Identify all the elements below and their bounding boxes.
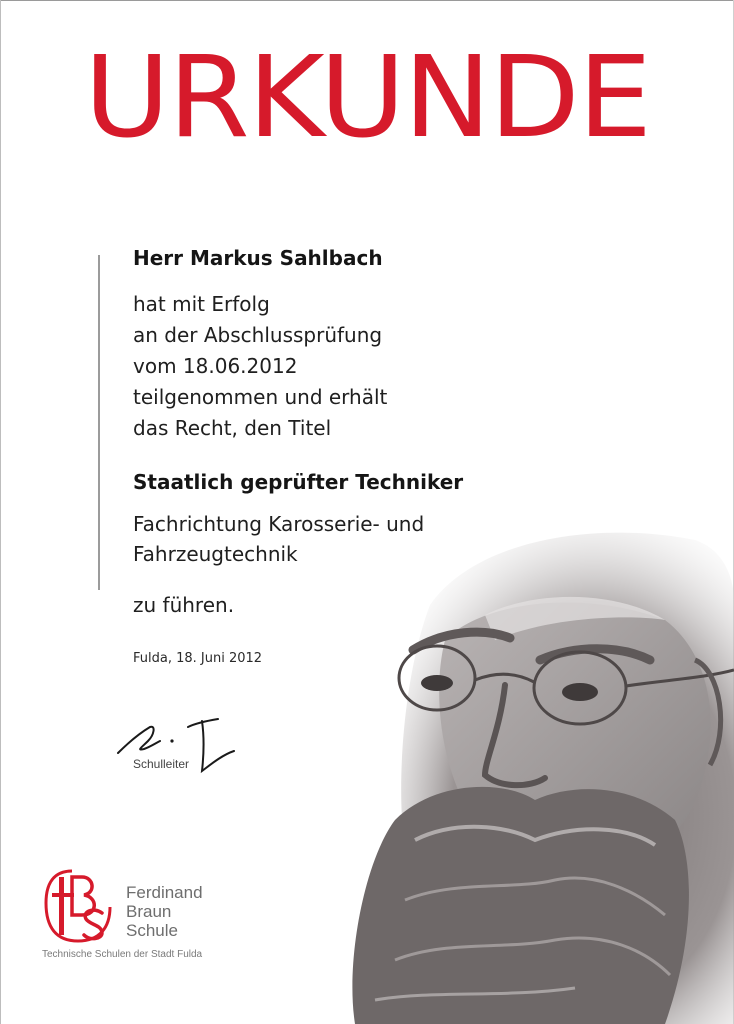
field-line: Fahrzeugtechnik	[133, 542, 298, 566]
school-name-line: Schule	[126, 921, 178, 940]
degree-title: Staatlich geprüfter Techniker	[133, 470, 464, 494]
certificate-body	[133, 289, 387, 444]
school-name-line: Braun	[126, 902, 172, 921]
portrait-engraving-icon	[335, 520, 734, 1024]
school-subtitle: Technische Schulen der Stadt Fulda	[42, 949, 203, 960]
body-line: hat mit Erfolg	[133, 292, 270, 316]
field-line: Fachrichtung Karosserie- und	[133, 512, 425, 536]
body-line: das Recht, den Titel	[133, 416, 332, 440]
left-accent-bar	[98, 255, 100, 590]
place-date: Fulda, 18. Juni 2012	[133, 651, 263, 666]
school-name	[126, 883, 203, 940]
body-line: vom 18.06.2012	[133, 354, 298, 378]
recipient-name: Herr Markus Sahlbach	[133, 246, 383, 270]
closing-text: zu führen.	[133, 593, 235, 617]
body-line: an der Abschlussprüfung	[133, 323, 383, 347]
certificate-title: URKUNDE	[84, 33, 650, 163]
signature-label: Schulleiter	[133, 757, 190, 771]
school-name-line: Ferdinand	[126, 883, 203, 902]
school-logo-mark-icon	[42, 867, 114, 945]
page-edge-top	[0, 0, 734, 1]
page-edge-left	[0, 0, 1, 1024]
body-line: teilgenommen und erhält	[133, 385, 388, 409]
